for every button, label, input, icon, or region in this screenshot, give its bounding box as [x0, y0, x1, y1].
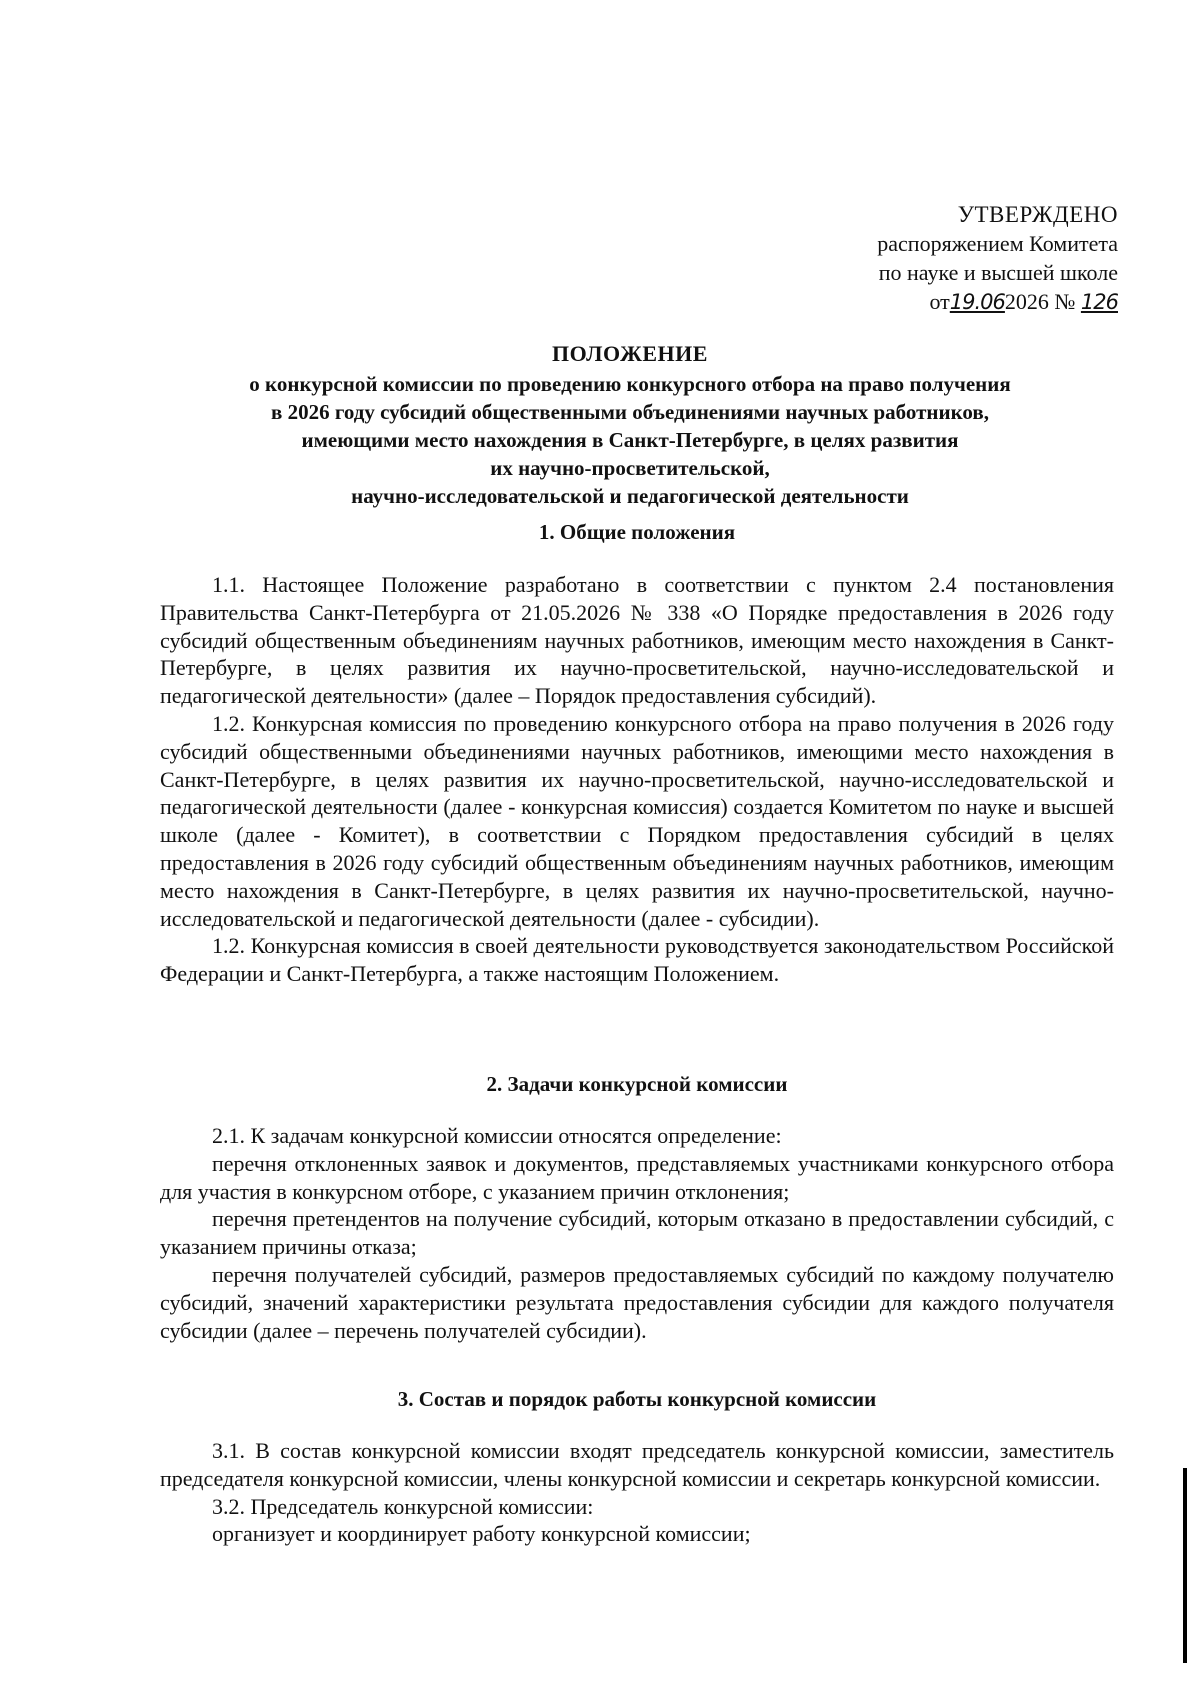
- date-prefix: от: [929, 289, 950, 314]
- section-1-heading: 1. Общие положения: [538, 520, 736, 544]
- approval-line-2: по науке и высшей школе: [878, 260, 1118, 285]
- handwritten-date: 19.06: [949, 290, 1005, 314]
- paragraph-2-4: перечня получателей субсидий, размеров предоставляемых субсидий по каждому получателю субсидий, значений характеристики результата предоставления субсидии для каждого получателя субсидии (далее – перечень получателей субсидии).: [160, 1261, 1114, 1343]
- paragraph-1-1: 1.1. Настоящее Положение разработано в соответствии с пунктом 2.4 постановления Правительства Санкт-Петербурга от 21.05.2026 № 338 «О Порядке предоставления в 2026 году субсидий общественным объединениям научных работников, имеющим место нахождения в Санкт-Петербурге, в целях развития их научно-просветительской, научно-исследовательской и педагогической деятельности» (далее – Порядок предоставления субсидий).: [160, 572, 1114, 709]
- paragraph-3-3: организует и координирует работу конкурсной комиссии;: [212, 1521, 751, 1547]
- approval-date-line: [798, 287, 1118, 317]
- document-title-block: [150, 340, 1110, 510]
- title-line-5: научно-исследовательской и педагогической деятельности: [351, 484, 909, 508]
- paragraph-2-1: 2.1. К задачам конкурсной комиссии относятся определение:: [212, 1123, 782, 1148]
- paragraph-3-1: 3.1. В состав конкурсной комиссии входят председатель конкурсной комиссии, заместитель председателя конкурсной комиссии, члены конкурсной комиссии и секретарь конкурсной комиссии.: [160, 1438, 1114, 1491]
- section-2-body: [160, 1122, 1114, 1344]
- paragraph-1-3: 1.2. Конкурсная комиссия в своей деятельности руководствуется законодательством Российской Федерации и Санкт-Петербурга, а также настоящим Положением.: [160, 933, 1114, 987]
- section-3-body: [160, 1437, 1114, 1548]
- title-line-2: в 2026 году субсидий общественными объединениями научных работников,: [270, 400, 989, 424]
- approval-heading: УТВЕРЖДЕНО: [957, 202, 1118, 227]
- paragraph-2-2: перечня отклоненных заявок и документов, представляемых участниками конкурсного отбора для участия в конкурсном отборе, с указанием причин отклонения;: [160, 1150, 1114, 1204]
- approval-line-1: распоряжением Комитета: [877, 231, 1118, 256]
- scan-edge-mark: [1183, 1468, 1187, 1663]
- paragraph-3-2: 3.2. Председатель конкурсной комиссии:: [212, 1493, 594, 1519]
- paragraph-1-2: 1.2. Конкурсная комиссия по проведению конкурсного отбора на право получения в 2026 году субсидий общественными объединениями научных работников, имеющими место нахождения в Санкт-Петербурге, в целях развития их научно-просветительской, научно-исследовательской и педагогической деятельности (далее - конкурсная комиссия) создается Комитетом по науке и высшей школе (далее - Комитет), в соответствии с Порядком предоставления субсидий в целях предоставления в 2026 году субсидий общественным объединениям научных работников, имеющим место нахождения в Санкт-Петербурге, в целях развития их научно-просветительской, научно-исследовательской и педагогической деятельности (далее - субсидии).: [160, 710, 1114, 931]
- handwritten-number: 126: [1080, 290, 1118, 314]
- paragraph-2-3: перечня претендентов на получение субсидий, которым отказано в предоставлении субсидий, с указанием причины отказа;: [160, 1206, 1114, 1260]
- date-year: 2026 №: [1004, 289, 1076, 314]
- section-2-heading: 2. Задачи конкурсной комиссии: [486, 1072, 788, 1096]
- title-line-4: их научно-просветительской,: [490, 456, 770, 480]
- title-line-3: имеющими место нахождения в Санкт-Петербурге, в целях развития: [301, 428, 959, 452]
- approval-block: [798, 200, 1118, 317]
- document-title: ПОЛОЖЕНИЕ: [552, 341, 708, 366]
- section-1-body: [160, 571, 1114, 988]
- section-3-heading: 3. Состав и порядок работы конкурсной комиссии: [397, 1387, 877, 1411]
- title-line-1: о конкурсной комиссии по проведению конкурсного отбора на право получения: [249, 372, 1011, 396]
